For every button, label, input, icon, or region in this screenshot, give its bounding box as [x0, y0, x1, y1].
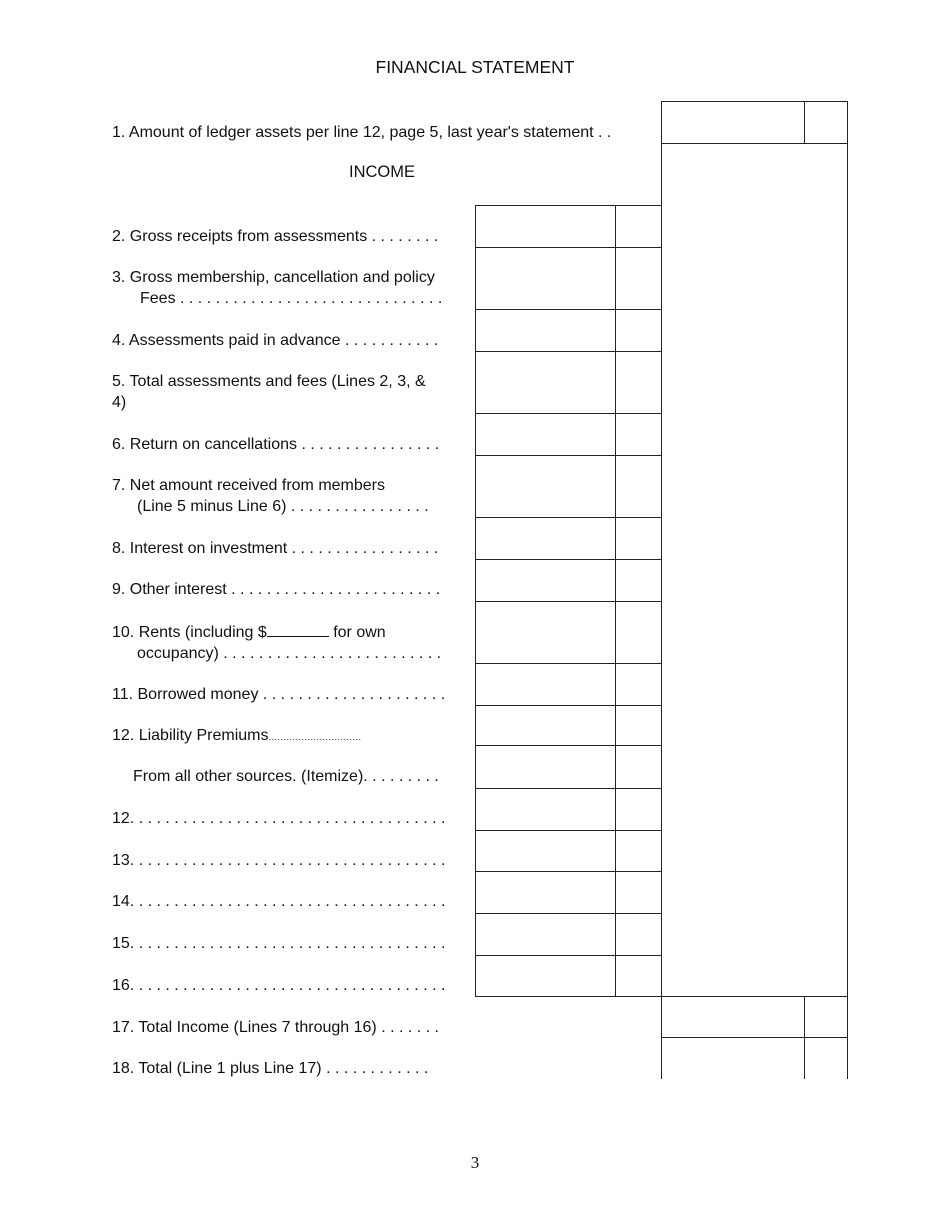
line-3-label — [112, 267, 468, 309]
line-12-liability-dollars-field[interactable] — [475, 705, 616, 746]
line-12-item-cents-field[interactable] — [615, 788, 662, 831]
line-18-cents-field[interactable] — [805, 1037, 848, 1079]
line-9-label: 9. Other interest . . . . . . . . . . . . . . . . . . . . . . . . — [112, 581, 441, 598]
line-1-cents-field[interactable] — [804, 101, 848, 144]
line-1-label: 1. Amount of ledger assets per line 12, page 5, last year's statement . . — [112, 124, 612, 141]
line-5-label-a: 5. Total assessments and fees (Lines 2, 3, & — [112, 373, 426, 390]
line-6-label: 6. Return on cancellations . . . . . . . . . . . . . . . . — [112, 436, 440, 453]
line-18-left-border — [661, 1037, 662, 1079]
line-4-label: 4. Assessments paid in advance . . . . . . . . . . . — [112, 332, 439, 349]
line-12-item-dollars-field[interactable] — [475, 788, 616, 831]
line-12-liability-cents-field[interactable] — [615, 705, 662, 746]
line-16-cents-field[interactable] — [615, 955, 662, 997]
page-number: 3 — [470, 1153, 480, 1172]
line-13-label: 13. . . . . . . . . . . . . . . . . . . . . . . . . . . . . . . . . . . . — [112, 852, 446, 869]
line-18-dollars-field[interactable] — [661, 1037, 805, 1079]
line-8-cents-field[interactable] — [615, 517, 662, 560]
line-15-dollars-field[interactable] — [475, 913, 616, 956]
line-16-label: 16. . . . . . . . . . . . . . . . . . . . . . . . . . . . . . . . . . . . — [112, 977, 446, 994]
line-3-label-a: 3. Gross membership, cancellation and policy — [112, 269, 435, 286]
line-10-dollars-field[interactable] — [475, 601, 616, 664]
line-14-dollars-field[interactable] — [475, 871, 616, 914]
right-column-right-border — [847, 143, 848, 997]
line-14-cents-field[interactable] — [615, 871, 662, 914]
line-17-dollars-field[interactable] — [661, 996, 805, 1038]
line-7-label-b: (Line 5 minus Line 6) . . . . . . . . . . . . . . . . — [137, 498, 429, 515]
line-8-dollars-field[interactable] — [475, 517, 616, 560]
line-3-cents-field[interactable] — [615, 247, 662, 310]
page-title: FINANCIAL STATEMENT — [375, 57, 575, 77]
line-2-label: 2. Gross receipts from assessments . . . . . . . . — [112, 228, 439, 245]
liability-premiums-leader: ............................... — [268, 732, 362, 742]
line-9-dollars-field[interactable] — [475, 559, 616, 602]
line-3-dollars-field[interactable] — [475, 247, 616, 310]
line-2-dollars-field[interactable] — [475, 205, 616, 248]
line-5-cents-field[interactable] — [615, 351, 662, 414]
line-7-dollars-field[interactable] — [475, 455, 616, 518]
line-15-label: 15. . . . . . . . . . . . . . . . . . . . . . . . . . . . . . . . . . . . — [112, 935, 446, 952]
line-5-label-b: 4) — [112, 394, 127, 411]
line-7-label-a: 7. Net amount received from members — [112, 477, 385, 494]
rent-amount-blank[interactable] — [267, 621, 329, 637]
liability-premiums-text: 12. Liability Premiums — [112, 727, 269, 744]
line-7-label — [112, 475, 468, 517]
other-sources-cents-field[interactable] — [615, 745, 662, 789]
line-6-dollars-field[interactable] — [475, 413, 616, 456]
line-5-label — [112, 371, 468, 413]
line-18-label: 18. Total (Line 1 plus Line 17) . . . . . . . . . . . . — [112, 1060, 429, 1077]
other-sources-dollars-field[interactable] — [475, 745, 616, 789]
line-11-cents-field[interactable] — [615, 663, 662, 706]
line-10-cents-field[interactable] — [615, 601, 662, 664]
line-14-label: 14. . . . . . . . . . . . . . . . . . . . . . . . . . . . . . . . . . . . — [112, 893, 446, 910]
line-8-label: 8. Interest on investment . . . . . . . . . . . . . . . . . — [112, 540, 439, 557]
other-sources-label: From all other sources. (Itemize). . . . . . . . . — [133, 768, 439, 785]
line-18-right-border — [847, 1037, 848, 1079]
line-6-cents-field[interactable] — [615, 413, 662, 456]
line-7-cents-field[interactable] — [615, 455, 662, 518]
line-3-label-b: Fees . . . . . . . . . . . . . . . . . . . . . . . . . . . . . . — [140, 290, 443, 307]
line-11-dollars-field[interactable] — [475, 663, 616, 706]
line-12-item-label: 12. . . . . . . . . . . . . . . . . . . . . . . . . . . . . . . . . . . . — [112, 810, 446, 827]
line-10-prefix: 10. Rents (including $ — [112, 624, 267, 641]
line-17-label: 17. Total Income (Lines 7 through 16) . . . . . . . — [112, 1019, 439, 1036]
line-9-cents-field[interactable] — [615, 559, 662, 602]
line-10-label — [112, 621, 468, 664]
line-1-dollars-field[interactable] — [661, 101, 805, 144]
line-16-dollars-field[interactable] — [475, 955, 616, 997]
line-10-suffix: for own — [328, 624, 386, 641]
line-13-cents-field[interactable] — [615, 830, 662, 872]
line-11-label: 11. Borrowed money . . . . . . . . . . . . . . . . . . . . . — [112, 686, 446, 703]
line-12-liability-label — [112, 725, 468, 748]
line-4-cents-field[interactable] — [615, 309, 662, 352]
line-4-dollars-field[interactable] — [475, 309, 616, 352]
line-2-cents-field[interactable] — [615, 205, 662, 248]
line-5-dollars-field[interactable] — [475, 351, 616, 414]
line-15-cents-field[interactable] — [615, 913, 662, 956]
line-17-cents-field[interactable] — [804, 996, 848, 1038]
income-heading: INCOME — [349, 163, 415, 181]
line-13-dollars-field[interactable] — [475, 830, 616, 872]
line-10-label-a — [112, 621, 468, 643]
line-10-label-b: occupancy) . . . . . . . . . . . . . . . . . . . . . . . . . — [137, 645, 442, 662]
